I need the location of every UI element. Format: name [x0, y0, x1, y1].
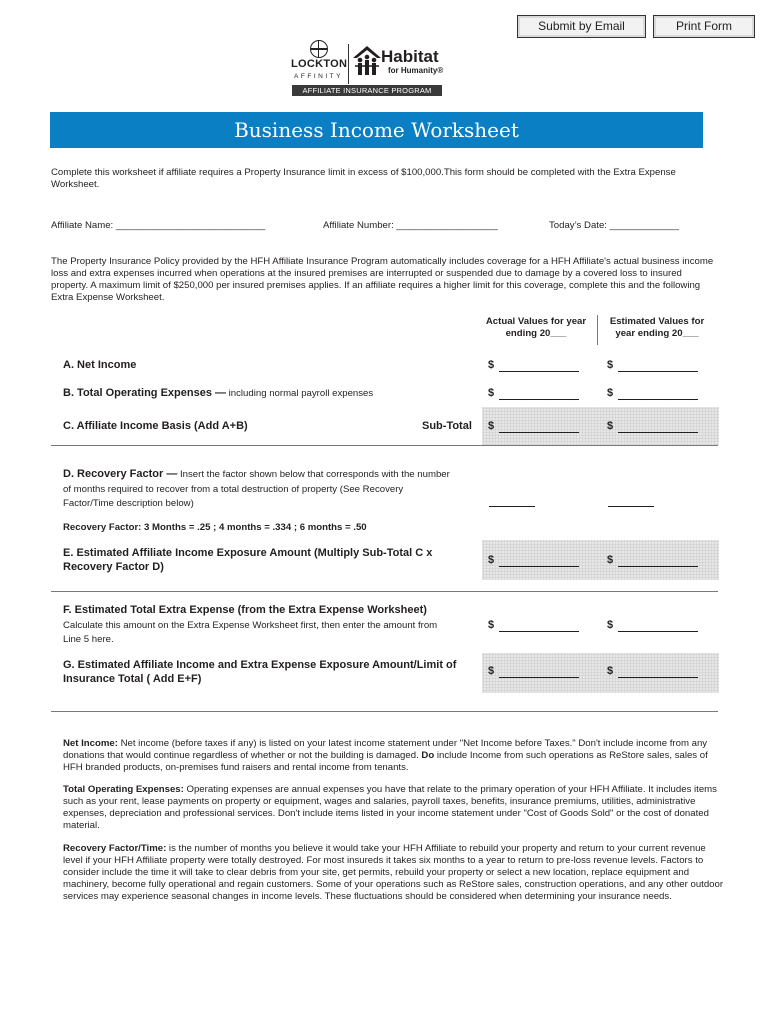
submit-button-label: Submit by Email [538, 19, 625, 33]
net-income-text-1: Net income (before taxes if any) is listed on your latest income statement under "Net Income before Taxes." Don't include income from any donations that would continue regardless of whether or not the building is damaged. [63, 738, 708, 761]
row-c-subtotal-label: Sub-Total [422, 420, 472, 432]
row-f-label: F. Estimated Total Extra Expense (from the Extra Expense Worksheet) [63, 604, 427, 616]
row-g-estimated-input[interactable] [618, 677, 698, 678]
print-button-label: Print Form [675, 19, 732, 33]
net-income-term: Net Income: [63, 738, 118, 749]
row-b-title: B. Total Operating Expenses — [63, 387, 226, 399]
row-a-estimated-input[interactable] [618, 371, 698, 372]
row-c-estimated-input[interactable] [618, 432, 698, 433]
row-e-actual-dollar: $ [488, 554, 495, 566]
row-e-estimated-dollar: $ [607, 554, 614, 566]
row-a-actual-dollar: $ [488, 359, 495, 371]
row-b-actual-dollar: $ [488, 387, 495, 399]
row-a-label: A. Net Income [63, 359, 137, 371]
row-f-actual-dollar: $ [488, 619, 495, 631]
print-form-button[interactable] [653, 15, 755, 38]
row-a-actual-input[interactable] [499, 371, 579, 372]
row-g-label-2: Insurance Total ( Add E+F) [63, 673, 202, 685]
recovery-text: is the number of months you believe it would take your HFH Affiliate to rebuild your property and return to your current revenue level if your HFH Affiliate property were totally destroyed. For most insureds it takes six months to a year to return to pre-loss revenue levels. Factors to consider include the time it will take to clear debris from your site, get permits, rebuild your property or select a new location, replace equipment and machinery, become fully operational and regain customers. Some of your operations such as ReStore sales, construction operations, and any other outdoor services may experience seasonal changes in income levels. These fluctuations should be considered when determining your insurance needs. [63, 843, 724, 902]
habitat-house-icon [352, 44, 382, 78]
row-b-estimated-input[interactable] [618, 399, 698, 400]
submit-by-email-button[interactable] [517, 15, 646, 38]
row-f-estimated-dollar: $ [607, 619, 614, 631]
shade-row-e [482, 540, 719, 580]
row-g-actual-dollar: $ [488, 665, 495, 677]
section-divider-1 [51, 445, 718, 446]
row-e-label-1: E. Estimated Affiliate Income Exposure Amount (Multiply Sub-Total C x [63, 547, 433, 559]
shade-row-g [482, 653, 719, 693]
lockton-name: LOCKTON [291, 58, 348, 70]
shade-row-c [482, 407, 719, 445]
row-b-estimated-dollar: $ [607, 387, 614, 399]
opex-definition [63, 784, 727, 832]
section-divider-3 [51, 711, 718, 712]
recovery-factor-legend: Recovery Factor: 3 Months = .25 ; 4 months = .334 ; 6 months = .50 [63, 522, 367, 533]
row-d-note-2: of months required to recover from a total destruction of property (See Recovery [63, 484, 404, 495]
row-e-actual-input[interactable] [499, 566, 579, 567]
todays-date-field[interactable]: Today’s Date: _____________ [549, 220, 679, 231]
section-divider-2 [51, 591, 718, 592]
row-g-label-1: G. Estimated Affiliate Income and Extra Expense Exposure Amount/Limit of [63, 659, 457, 671]
recovery-term: Recovery Factor/Time: [63, 843, 167, 854]
row-e-estimated-input[interactable] [618, 566, 698, 567]
affiliate-name-field[interactable]: Affiliate Name: ____________________________ [51, 220, 266, 231]
row-e-label-2: Recovery Factor D) [63, 561, 164, 573]
row-d-label [63, 467, 450, 482]
estimated-values-header: Estimated Values for year ending 20___ [609, 316, 705, 339]
row-c-actual-input[interactable] [499, 432, 579, 433]
lockton-sub: AFFINITY [294, 73, 343, 80]
program-bar: AFFILIATE INSURANCE PROGRAM [292, 85, 442, 96]
page-title: Business Income Worksheet [50, 112, 703, 148]
row-c-actual-dollar: $ [488, 420, 495, 432]
row-f-estimated-input[interactable] [618, 631, 698, 632]
habitat-sub: for Humanity® [388, 66, 444, 75]
row-f-note-2: Line 5 here. [63, 634, 114, 645]
lockton-globe-icon [310, 40, 328, 58]
row-d-note-1: Insert the factor shown below that corresponds with the number [177, 469, 450, 480]
intro-text: Complete this worksheet if affiliate requires a Property Insurance limit in excess of $100,000.This form should be completed with the Extra Expense Worksheet. [51, 167, 676, 190]
row-d-actual-input[interactable] [489, 506, 535, 507]
row-a-estimated-dollar: $ [607, 359, 614, 371]
habitat-name: Habitat [381, 47, 439, 66]
logo-divider [348, 44, 349, 84]
opex-text: Operating expenses are annual expenses you have that relate to the primary operation of your HFH Affiliate. It includes items such as your rent, lease payments on property or equipment, wages and salaries, payroll taxes, benefits, insurance premiums, utilities, administrative expenses, depreciation and professional services. Don't include items listed in your income statement under "Cost of Goods Sold" or the cost of donated material. [63, 784, 717, 831]
row-c-estimated-dollar: $ [607, 420, 614, 432]
row-b-note: including normal payroll expenses [226, 388, 374, 399]
actual-values-header: Actual Values for year ending 20___ [485, 316, 587, 339]
affiliate-number-field[interactable]: Affiliate Number: ___________________ [323, 220, 498, 231]
net-income-definition [63, 738, 727, 774]
opex-term: Total Operating Expenses: [63, 784, 184, 795]
net-income-do: Do [421, 750, 435, 761]
row-f-note-1: Calculate this amount on the Extra Expense Worksheet first, then enter the amount from [63, 620, 438, 631]
row-f-actual-input[interactable] [499, 631, 579, 632]
row-c-label: C. Affiliate Income Basis (Add A+B) [63, 420, 248, 432]
row-b-actual-input[interactable] [499, 399, 579, 400]
row-d-title: D. Recovery Factor — [63, 468, 178, 480]
net-income-text-2: include Income from such operations as ReStore sales, sales of HFH branded products, on-premises fund raisers and rental income from tenants. [63, 750, 708, 773]
row-g-estimated-dollar: $ [607, 665, 614, 677]
recovery-definition [63, 843, 727, 903]
row-d-note-3: Factor/Time description below) [63, 498, 194, 509]
row-b-label [63, 386, 373, 401]
lockton-logo [291, 40, 346, 82]
row-d-estimated-input[interactable] [608, 506, 654, 507]
policy-text: The Property Insurance Policy provided by the HFH Affiliate Insurance Program automatically includes coverage for a HFH Affiliate's actual business income loss and extra expenses incurred when operations at the insured premises are interrupted or suspended due to damage by a covered loss to insured property. A maximum limit of $250,000 per insured premises applies. If an affiliate requires a higher limit for this coverage, complete this and the following Extra Expense Worksheet. [51, 256, 714, 303]
header-divider [597, 315, 598, 345]
row-g-actual-input[interactable] [499, 677, 579, 678]
